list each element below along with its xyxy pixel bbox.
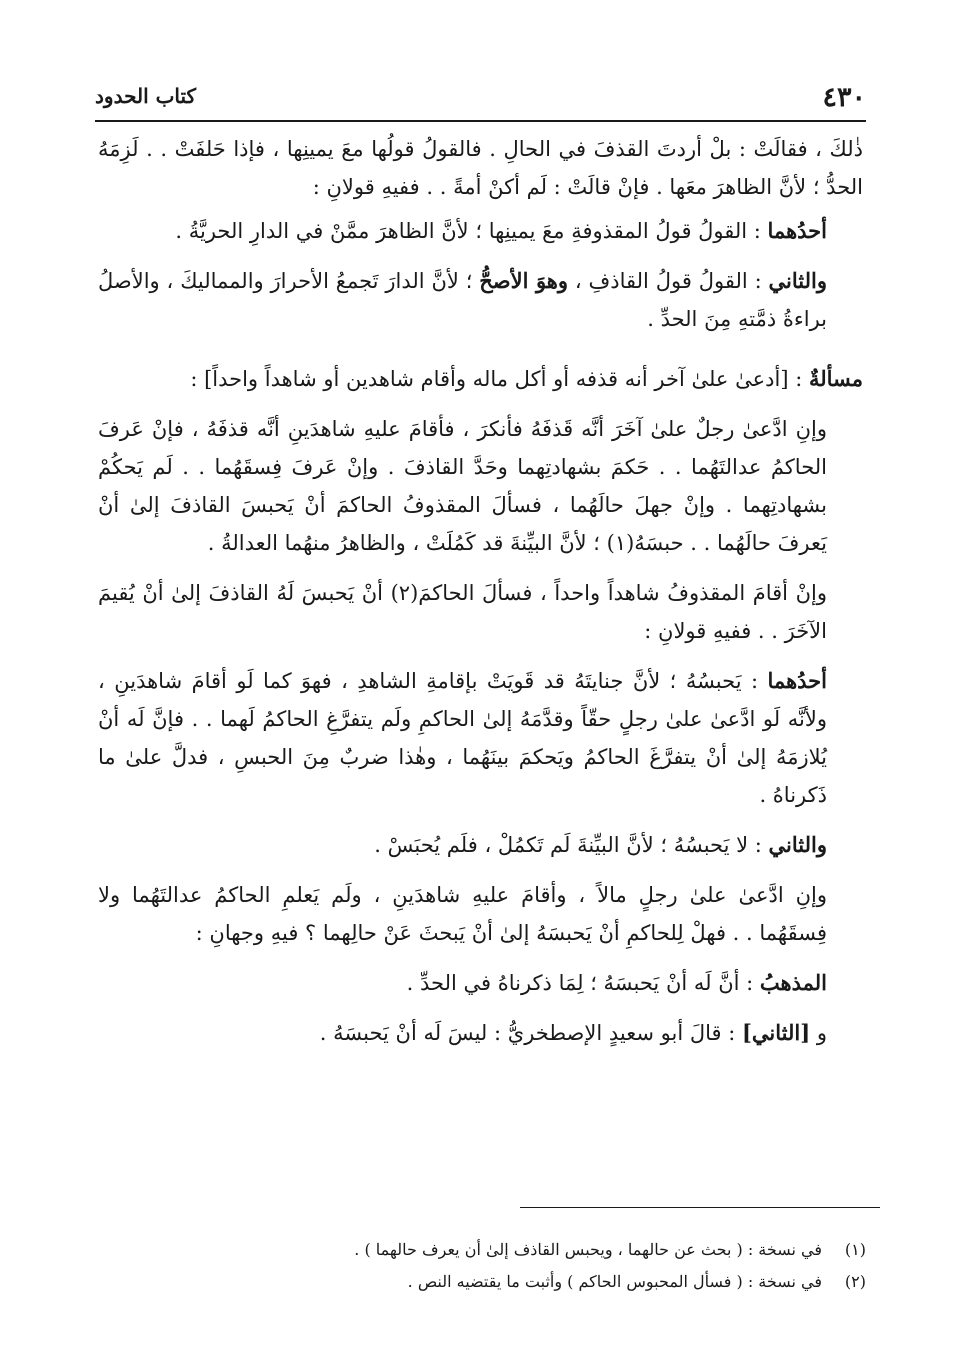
paragraph-text: ؛ لأنَّ الدارَ تَجمعُ الأحرارَ والمماليكَ ، والأصلُ براءةُ ذمَّتهِ مِنَ الحدِّ . <box>98 269 827 331</box>
paragraph-second-saying <box>98 826 863 864</box>
footnote <box>150 1234 866 1266</box>
paragraph-continuation: ذٰلكَ ، فقالَتْ : بلْ أردتَ القذفَ في الحالِ . فالقولُ قولُها معَ يمينِها ، فإذا حَلفَتْ . . لَزِمَهُ الحدُّ ؛ لأنَّ الظاهرَ معَها . فإنْ قالَتْ : لَم أكنْ أمةً . . ففيهِ قولانِ : <box>98 137 863 199</box>
paragraph-text: : يَحبسُهُ ؛ لأنَّ جنايتَهُ قد قَويَتْ بإقامةِ الشاهدِ ، فهوَ كما لَو أقامَ شاهدَينِ ، ولأنَّه لَو ادَّعىٰ علىٰ رجلٍ حقّاً وقدَّمَهُ إلىٰ الحاكمِ ولَم يتفرَّغِ الحاكمُ لَهما . . فإنَّ لَه أنْ يُلازمَهُ إلىٰ أنْ يتفرَّغَ الحاكمُ ويَحكمَ بينَهُما ، وهٰذا ضربٌ مِنَ الحبسِ ، فدلَّ علىٰ ما ذَكرناهُ . <box>98 669 827 807</box>
footnote-rule <box>520 1207 880 1208</box>
header-rule <box>95 120 866 122</box>
issue-heading <box>98 360 863 398</box>
paragraph-madhhab <box>98 964 863 1002</box>
term-label: المذهبُ <box>759 970 827 995</box>
page-number: ٤٣٠ <box>822 82 866 113</box>
paragraph-first-opinion <box>98 212 863 250</box>
emphasis-text: وهوَ الأصحُّ <box>479 268 569 293</box>
paragraph-text: : أنَّ لَه أنْ يَحبسَهُ ؛ لِمَا ذكرناهُ في الحدِّ . <box>406 971 760 995</box>
page-header <box>95 82 866 116</box>
term-label: أحدُهما <box>767 668 827 693</box>
footnote-text: في نسخة : ( بحث عن حالهما ، ويحبس القاذف إلىٰ أن يعرف حالهما ) . <box>354 1240 822 1259</box>
paragraph-money-claim: وإنِ ادَّعىٰ علىٰ رجلٍ مالاً ، وأقامَ عليهِ شاهدَينِ ، ولَم يَعلمِ الحاكمُ عدالتَهُما ولا فِسقَهُما . . فهلْ لِلحاكمِ أنْ يَحبسَهُ إلىٰ أنْ يَبحثَ عَنْ حالِهما ؟ فيهِ وجهانِ : <box>98 883 827 945</box>
paragraph-istakhri <box>98 1014 863 1052</box>
footnote <box>150 1266 866 1298</box>
main-text <box>98 130 863 1064</box>
paragraph-claim-witnesses: وإنِ ادَّعىٰ رجلٌ علىٰ آخَرَ أنَّه قَذفَهُ فأنكرَ ، فأقامَ عليهِ شاهدَينِ أنَّه قذفَهُ ، فإنْ عَرفَ الحاكمُ عدالتَهُما . . حَكمَ بشهادتِهما وحَدَّ القاذفَ . وإنْ عَرفَ فِسقَهُما . . لَم يَحكُمْ بشهادتِهما . وإنْ جهلَ حالَهُما ، فسألَ المقذوفُ الحاكمَ أنْ يَحبسَ القاذفَ إلىٰ أنْ يَعرفَ حالَهُما . . حبسَهُ(١) ؛ لأنَّ البيِّنةَ قد كَمُلَتْ ، والظاهرُ منهُما العدالةُ . <box>98 417 827 555</box>
paragraph-text: : قالَ أبو سعيدٍ الإصطخريُّ : ليسَ لَه أنْ يَحبسَهُ . <box>319 1021 742 1045</box>
paragraph-text: : لا يَحبسُهُ ؛ لأنَّ البيِّنةَ لَم تَكمُلْ ، فلَم يُحبَسْ . <box>374 833 769 857</box>
issue-label: مسألةٌ <box>808 366 863 391</box>
paragraph-text: : القولُ قولُ القاذفِ ، <box>568 269 769 293</box>
term-label: أحدُهما <box>767 218 827 243</box>
footnote-number: (١) <box>844 1240 866 1259</box>
conjunction: و <box>810 1021 827 1045</box>
paragraph-first-saying <box>98 662 863 814</box>
running-title: كتاب الحدود <box>95 84 197 108</box>
term-label: [الثاني] <box>741 1020 811 1045</box>
footnote-text: في نسخة : ( فسأل المحبوس الحاكم ) وأثبت ما يقتضيه النص . <box>407 1272 822 1291</box>
footnotes <box>150 1234 866 1298</box>
paragraph-text: : القولُ قولُ المقذوفةِ معَ يمينِها ؛ لأنَّ الظاهرَ ممَّنْ في الدارِ الحريَّةُ . <box>175 219 768 243</box>
issue-title: : [أدعىٰ علىٰ آخر أنه قذفه أو أكل ماله وأقام شاهدين أو شاهداً واحداً] : <box>190 367 809 391</box>
term-label: والثاني <box>768 268 828 293</box>
footnote-number: (٢) <box>844 1272 866 1291</box>
term-label: والثاني <box>768 832 827 857</box>
paragraph-single-witness: وإنْ أقامَ المقذوفُ شاهداً واحداً ، فسألَ الحاكمَ(٢) أنْ يَحبسَ لَهُ القاذفَ إلىٰ أنْ يُقيمَ الآخَرَ . . ففيهِ قولانِ : <box>98 581 827 643</box>
paragraph-second-opinion <box>98 262 863 338</box>
